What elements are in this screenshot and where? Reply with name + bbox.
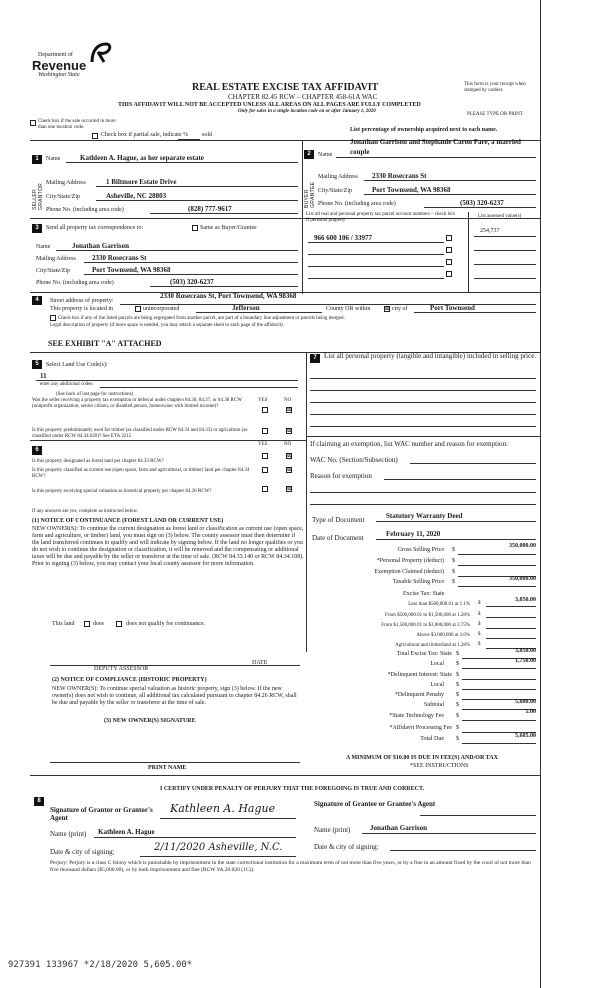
notice-compliance-text: NEW OWNER(S): To continue special valuation as historic property, sign (3) below. If the new owner(s) does not wish to continue, all additional tax calculated pursuant to chapter 84.26 RCW, shall be due and payable by the seller or transferor at the time of sale. (52, 686, 297, 706)
does-not-label: does not qualify for continuance. (126, 621, 206, 627)
subtotal-label: Subtotal (423, 702, 444, 708)
delinq-local-label: Local (430, 682, 444, 688)
affidavit-fee-label: *Affidavit Processing Fee (389, 725, 452, 731)
buyer-name-label: Name (318, 152, 333, 158)
affidavit-fee-dollar: $ (456, 725, 459, 731)
s6-q2-no-checkbox[interactable]: ⊠ (287, 467, 293, 473)
s6-question-3: Is this property receiving special valuation as historical property per chapter 84.26 RCW? (32, 489, 212, 494)
total-due-dollar: $ (456, 736, 459, 742)
delinq-penalty-dollar: $ (456, 692, 459, 698)
partial-sale-label: Check box if partial sale, indicate % (101, 132, 189, 138)
dept-line1: Department of (38, 52, 73, 58)
grantee-date-label: Date & city of signing: (314, 843, 379, 851)
grantee-signature-label: Signature of Grantee or Grantee's Agent (314, 800, 436, 808)
total-due-label: Total Due (420, 736, 444, 742)
dept-line2: Revenue (32, 58, 87, 73)
sold-label: sold (202, 132, 213, 138)
perjury-notice: Perjury: Perjury is a class C felony which is punishable by imprisonment in the state correctional institution for a maximum term of not more than five years, or by a fine in an amount fixed by the court of not more than five thousand dollars ($5,000.00), or by both imprisonment and fine (RCW 9A.20.020 (1C)). (50, 860, 531, 873)
tech-fee-value: 5.00 (525, 709, 536, 715)
buyer-phone: (503) 320-6237 (460, 199, 504, 207)
located-label: This property is located in (50, 306, 113, 312)
corr-name: Jonathan Garrison (72, 242, 129, 250)
wac-label: WAC No. (Section/Subsection) (310, 456, 398, 464)
s5-q1-yes-checkbox[interactable] (262, 407, 268, 413)
total-due-value: 5,605.00 (515, 733, 536, 739)
section-8-number: 8 (34, 797, 44, 806)
gross-value: 350,000.00 (509, 543, 536, 549)
s6-q2-yes-checkbox[interactable] (262, 467, 268, 473)
delinq-state-dollar: $ (456, 672, 459, 678)
seller-city: Asheville, NC 28803 (106, 192, 167, 200)
section-1-number: 1 (32, 155, 42, 164)
taxable-value: 350,000.00 (509, 576, 536, 582)
s5-yes-header: YES (258, 398, 268, 403)
buyer-mailing: 2330 Rosecrans St (372, 172, 427, 180)
correspondence-label: Send all property tax correspondence to: (46, 225, 144, 231)
land-does-checkbox[interactable] (84, 621, 90, 627)
personal-property-checkbox-2[interactable] (446, 247, 452, 253)
s6-yes-header: YES (258, 442, 268, 447)
buyer-name-line2: couple (350, 148, 370, 156)
grantor-name: Kathleen A. Hague (98, 828, 155, 836)
s5-question-1: Was the seller receiving a property tax exemption or deferral under chapters 84.36, 84.37, or 84.38 RCW (nonprofit organization, senior citizen, or disabled person, homeowner with limited income)? (32, 398, 242, 409)
agri-dollar: $ (478, 642, 481, 647)
unincorporated-label: unincorporated (143, 306, 180, 312)
seller-city-label: City/State/Zip (46, 194, 80, 200)
street-address: 2330 Rosecrans St, Port Townsend, WA 98368 (160, 292, 297, 300)
s5-no-header: NO (284, 398, 292, 403)
doc-date-label: Date of Document (312, 534, 364, 542)
buyer-side-label: BUYER GRANTEE (304, 181, 316, 208)
see-instructions-note: *SEE INSTRUCTIONS (410, 763, 469, 769)
delinq-state-label: *Delinquent Interest: State (387, 672, 452, 678)
personal-property-checkbox-1[interactable] (446, 235, 452, 241)
city-of-label: city of (392, 306, 408, 312)
see-back-note: (See back of last page for instructions) (56, 392, 134, 397)
revenue-logo-icon (88, 42, 112, 64)
gross-label: Gross Selling Price (397, 547, 444, 553)
excise-state-label: Excise Tax: State (403, 591, 445, 597)
land-does-not-checkbox[interactable] (116, 621, 122, 627)
corr-mailing-label: Mailing Address (36, 256, 76, 262)
local-label: Local (430, 661, 444, 667)
tech-fee-dollar: $ (456, 713, 459, 719)
seller-phone-label: Phone No. (including area code) (46, 207, 124, 213)
doc-type-label: Type of Document (312, 516, 365, 524)
grantor-signature: Kathleen A. Hague (170, 802, 276, 815)
grantor-name-label: Name (print) (50, 830, 87, 838)
grantor-date-label: Date & city of signing: (50, 848, 115, 856)
s5-q2-yes-checkbox[interactable] (262, 428, 268, 434)
grantor-date-city: 2/11/2020 Asheville, N.C. (154, 842, 283, 853)
exhibit-note: SEE EXHIBIT "A" ATTACHED (48, 339, 162, 348)
form-warning: THIS AFFIDAVIT WILL NOT BE ACCEPTED UNLESS ALL AREAS ON ALL PAGES ARE FULLY COMPLETED (118, 102, 421, 108)
s6-no-header: NO (284, 442, 292, 447)
subtotal-value: 5,600.00 (515, 699, 536, 705)
type-note: PLEASE TYPE OR PRINT (467, 112, 523, 117)
legal-label: Legal description of property (if more space is needed, you may attach a separate sheet to each page of the affidavit) (50, 323, 283, 328)
tier1-label: Less than $500,000.01 at 1.1% (408, 602, 470, 607)
print-name-label: PRINT NAME (148, 765, 187, 771)
form-title: REAL ESTATE EXCISE TAX AFFIDAVIT (192, 82, 379, 93)
tier4-label: Above $3,000,000 at 3.0% (416, 633, 470, 638)
seller-name: Kathleen A. Hague, as her separate estate (80, 154, 204, 162)
s5-q2-no-checkbox[interactable]: ⊠ (287, 428, 293, 434)
local-dollar: $ (456, 661, 459, 667)
certify-statement: I CERTIFY UNDER PENALTY OF PERJURY THAT THE FOREGOING IS TRUE AND CORRECT. (160, 786, 425, 792)
tier2-dollar: $ (478, 612, 481, 617)
exemption-deduct-label: Exemption Claimed (deduct) (374, 569, 444, 575)
tier1-value: 3,850.00 (515, 597, 536, 603)
total-state-value: 3,850.00 (515, 648, 536, 654)
taxable-label: Taxable Selling Price (392, 579, 444, 585)
minimum-note: A MINIMUM OF $10.00 IS DUE IN FEE(S) AND/OR TAX (346, 755, 498, 761)
section-5-number: 5 (32, 360, 42, 369)
additional-codes-label: enter any additional codes: (40, 382, 94, 387)
corr-phone: (503) 320-6237 (170, 278, 214, 286)
buyer-city: Port Townsend, WA 98368 (372, 186, 451, 194)
tier4-dollar: $ (478, 632, 481, 637)
exemption-label: If claiming an exemption, list WAC number and reason for exemption: (310, 440, 508, 448)
deputy-date-label: DATE (252, 660, 268, 666)
s6-question-2: Is this property classified as current use (open space, farm and agricultural, or timber) land per chapter 84.34 RCW? (32, 468, 250, 479)
ownership-header: List percentage of ownership acquired next to each name. (350, 127, 498, 133)
taxable-dollar: $ (452, 579, 455, 585)
personal-property-label: List all personal property (tangible and intangible) included in selling price. (324, 352, 537, 360)
notice-continuance-title: (1) NOTICE OF CONTINUANCE (FOREST LAND OR CURRENT USE) (32, 518, 224, 524)
county-name: Jefferson (232, 304, 260, 312)
does-label: does (93, 621, 104, 627)
personal-property-checkbox-4[interactable] (446, 271, 452, 277)
total-state-dollar: $ (456, 651, 459, 657)
cashier-stamp: 927391 133967 *2/18/2020 5,605.00* (8, 960, 193, 970)
seller-phone: (828) 777-9617 (188, 205, 232, 213)
segregated-label: Check box if any of the listed parcels are being segregated from another parcel, are part of a boundary line adjustment or parcels being merged. (58, 316, 345, 321)
partial-sale-checkbox[interactable] (92, 133, 98, 139)
personal-dollar: $ (452, 558, 455, 564)
land-use-label: Select Land Use Code(s): (46, 362, 108, 368)
segregated-checkbox[interactable] (50, 315, 56, 321)
form-chapter: CHAPTER 82.45 RCW – CHAPTER 458-61A WAC (228, 93, 378, 101)
s5-question-2: Is this property predominantly used for timber (as classified under RCW 84.34 and 84.33) or agriculture (as classified under RCW 84.34.020)? See ETA 3215 (32, 428, 248, 439)
multi-location-label: Check box if the sale occurred in more than one location code. (38, 119, 116, 130)
buyer-phone-label: Phone No. (including area code) (318, 201, 396, 207)
s6-q3-no-checkbox[interactable]: ⊠ (287, 486, 293, 492)
exemption-dollar: $ (452, 569, 455, 575)
doc-date: February 11, 2020 (386, 530, 441, 538)
section-2-number: 2 (304, 150, 314, 159)
new-owner-signature-label: (3) NEW OWNER(S) SIGNATURE (104, 718, 196, 724)
corr-city-label: City/State/Zip (36, 268, 70, 274)
land-use-code: 11 (40, 372, 47, 380)
delinq-penalty-label: *Delinquent Penalty (394, 692, 444, 698)
personal-property-checkbox-3[interactable] (446, 259, 452, 265)
s6-question-1: Is this property designated as forest land per chapter 84.33 RCW? (32, 459, 164, 464)
street-label: Street address of property: (50, 298, 114, 304)
notice-continuance-text: NEW OWNER(S): To continue the current designation as forest land or classification as current use (open space, farm and agriculture, or timber) land, you must sign on (3) below. The county assessor must then determine if the land transferred continues to qualify and will indicate by signing below. If the land no longer qualifies or you do not wish to continue the designation or classification, it will be removed and the compensating or additional taxes will be due and payable by the seller or transferor at the time of sale. (RCW 84.33.140 or RCW 84.34.108). Prior to signing (3) below, you may contact your local county assessor for more information. (32, 526, 304, 567)
s6-q1-no-checkbox[interactable]: ⊠ (287, 453, 293, 459)
tier1-dollar: $ (478, 601, 481, 606)
buyer-mailing-label: Mailing Address (318, 174, 358, 180)
total-state-label: Total Excise Tax: State (396, 651, 452, 657)
seller-name-label: Name (46, 156, 61, 162)
section-4-number: 4 (32, 296, 42, 305)
corr-name-label: Name (36, 244, 51, 250)
parcel-header: List all real and personal property tax parcel account numbers – check box if personal property (306, 212, 456, 223)
assessed-header: List assessed value(s) (478, 214, 522, 219)
sales-note: Only for sales in a single location code on or after January 1, 2020 (238, 109, 376, 114)
doc-type: Statutory Warranty Deed (386, 512, 463, 520)
section-6-number: 6 (32, 446, 42, 455)
tier2-label: From $500,000.01 to $1,500,000 at 1.28% (385, 613, 470, 618)
this-land-label: This land (52, 621, 75, 627)
reason-label: Reason for exemption (310, 472, 372, 480)
section-3-number: 3 (32, 224, 42, 233)
grantee-name-label: Name (print) (314, 826, 351, 834)
same-as-buyer-checkbox[interactable] (192, 225, 198, 231)
tech-fee-label: *State Technology Fee (389, 713, 444, 719)
s5-q1-no-checkbox[interactable]: ⊠ (287, 407, 293, 413)
seller-side-label: SELLER GRANTOR (32, 182, 44, 210)
s6-q3-yes-checkbox[interactable] (262, 486, 268, 492)
delinq-local-dollar: $ (456, 682, 459, 688)
dept-line3: Washington State (38, 72, 80, 78)
parcel-number: 966 600 106 / 33977 (314, 234, 372, 242)
gross-dollar: $ (452, 547, 455, 553)
receipt-note: This form is your receipt when stamped by cashier. (464, 82, 526, 93)
agri-label: Agricultural and timberland at 1.28% (395, 643, 470, 648)
corr-mailing: 2330 Rosecrans St (92, 254, 147, 262)
section-7-number: 7 (310, 354, 320, 363)
subtotal-dollar: $ (456, 702, 459, 708)
tier3-label: From $1,500,000.01 to $3,000,000 at 2.75% (381, 623, 470, 628)
buyer-name-line1: Jonathan Garrison and Stephanie Caron Pare, a married (350, 138, 521, 146)
city-of-checkbox[interactable]: ⊠ (385, 306, 391, 312)
personal-deduct-label: *Personal Property (deduct) (376, 558, 444, 564)
buyer-city-label: City/State/Zip (318, 188, 352, 194)
city-name: Port Townsend (430, 304, 475, 312)
multi-location-checkbox[interactable] (30, 120, 36, 126)
seller-mailing-label: Mailing Address (46, 180, 86, 186)
county-label: County OR within (326, 306, 371, 312)
corr-city: Port Townsend, WA 98368 (92, 266, 171, 274)
assessed-value: 254,737 (480, 228, 500, 234)
tier3-dollar: $ (478, 622, 481, 627)
unincorporated-checkbox[interactable] (135, 306, 141, 312)
local-value: 1,750.00 (515, 658, 536, 664)
notice-compliance-title: (2) NOTICE OF COMPLIANCE (HISTORIC PROPERTY) (52, 677, 207, 683)
grantee-name: Jonathan Garrison (370, 824, 427, 832)
deputy-assessor-label: DEPUTY ASSESSOR (94, 666, 149, 672)
same-as-buyer-label: Same as Buyer/Grantee (200, 225, 257, 231)
grantor-signature-label: Signature of Grantor or Grantor's Agent (50, 806, 153, 822)
right-margin-line (540, 0, 541, 988)
corr-phone-label: Phone No. (including area code) (36, 280, 114, 286)
s6-q1-yes-checkbox[interactable] (262, 453, 268, 459)
seller-mailing: 1 Biltmore Estate Drive (106, 178, 177, 186)
if-yes-note: If any answers are yes, complete as instructed below. (32, 509, 139, 514)
